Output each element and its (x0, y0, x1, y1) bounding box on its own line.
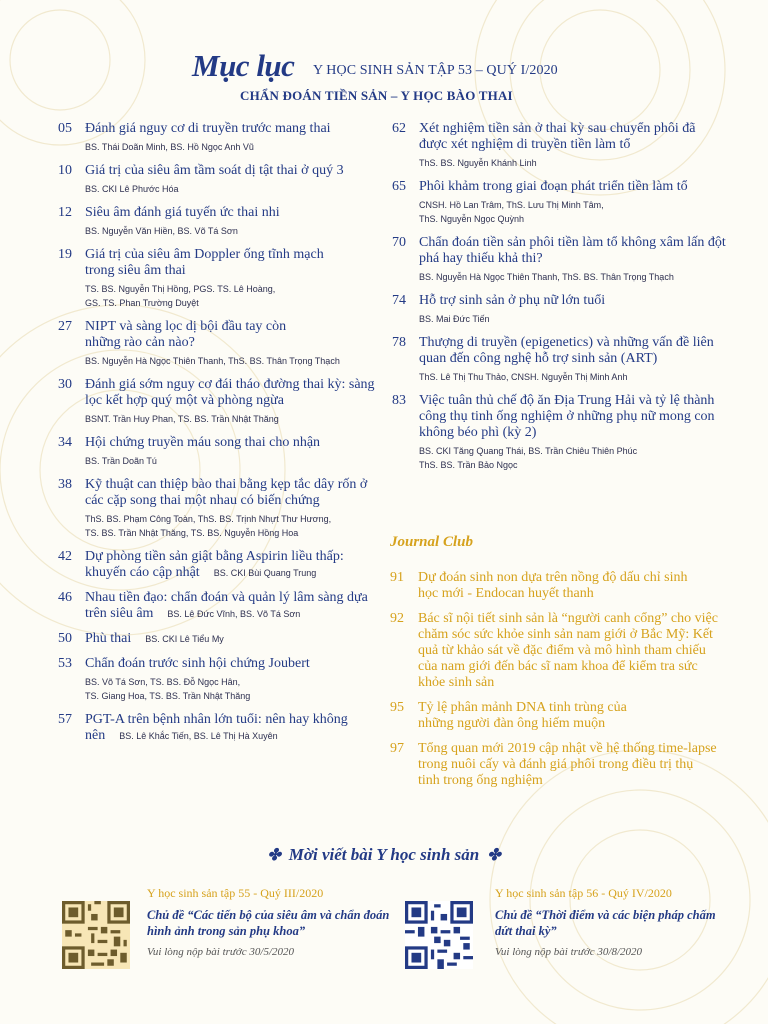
article-title: Hỗ trợ sinh sản ở phụ nữ lớn tuổi (419, 293, 606, 308)
swirl-ornament-icon: ✤ (267, 847, 281, 864)
article-authors: BS. Lê Đức Vĩnh, BS. Võ Tá Sơn (167, 609, 301, 619)
toc-entry[interactable] (58, 163, 378, 196)
page-number: 97 (390, 741, 404, 756)
page-number: 12 (58, 205, 72, 220)
page-number: 78 (392, 335, 406, 350)
page-number: 83 (392, 393, 406, 408)
page-number: 50 (58, 631, 72, 646)
article-authors: BS. Trần Doãn Tú (85, 456, 157, 466)
swirl-ornament-icon: ✤ (487, 847, 501, 864)
author-line: BS. Võ Tá Sơn, TS. BS. Đỗ Ngọc Hân, (85, 677, 241, 687)
journal-club-entry[interactable] (390, 611, 740, 691)
article-authors (85, 282, 378, 310)
article-authors: ThS. BS. Nguyễn Khánh Linh (419, 158, 537, 168)
call-issue: Y học sinh sản tập 56 - Quý IV/2020 (495, 886, 672, 900)
article-title: Thượng di truyền (epigenetics) và những vấn đề liên quan đến công nghệ hỗ trợ sinh sản (ART) (419, 335, 714, 366)
article-authors (85, 512, 378, 540)
article-title: Chẩn đoán trước sinh hội chứng Joubert (85, 656, 310, 671)
call-card-text (147, 885, 397, 960)
article-title-text: Phù thai (85, 631, 132, 646)
article-authors: BS. Nguyễn Văn Hiền, BS. Võ Tá Sơn (85, 226, 238, 236)
call-issue: Y học sinh sản tập 55 - Quý III/2020 (147, 886, 324, 900)
article-authors: BS. Nguyễn Hà Ngọc Thiên Thanh, ThS. BS. Thân Trọng Thạch (85, 356, 340, 366)
toc-entry[interactable] (58, 205, 378, 238)
article-title: Việc tuân thủ chế độ ăn Địa Trung Hải và tỷ lệ thành công thụ tinh ống nghiệm ở những phụ nữ mong con không béo phì (kỳ 2) (419, 393, 715, 440)
article-title: Phôi khảm trong giai đoạn phát triển tiền làm tổ (419, 179, 688, 194)
article-title (85, 549, 377, 581)
page-number: 27 (58, 319, 72, 334)
article-title (85, 712, 370, 744)
theme-line: CHẨN ĐOÁN TIỀN SẢN – Y HỌC BÀO THAI (240, 88, 513, 103)
toc-entry[interactable] (58, 712, 378, 744)
article-authors (419, 198, 732, 226)
page-number: 92 (390, 611, 404, 626)
toc-entry[interactable] (58, 477, 378, 540)
article-title: Siêu âm đánh giá tuyến ức thai nhi (85, 205, 280, 220)
toc-entry[interactable] (392, 293, 732, 326)
page-number: 91 (390, 570, 404, 585)
toc-entry[interactable] (392, 235, 732, 284)
call-for-papers-heading (0, 845, 768, 865)
call-for-papers-title: Mời viết bài Y học sinh sản (288, 845, 480, 864)
page-number: 53 (58, 656, 72, 671)
article-authors: BS. Mai Đức Tiến (419, 314, 490, 324)
page-number: 74 (392, 293, 406, 308)
page-title: Mục lục (192, 48, 295, 83)
toc-entry[interactable] (58, 435, 378, 468)
article-title: Dự đoán sinh non dựa trên nồng độ dấu chỉ sinh học mới - Endocan huyết thanh (418, 570, 688, 601)
article-authors: BSNT. Trần Huy Phan, TS. BS. Trần Nhật Thăng (85, 414, 279, 424)
author-line: GS. TS. Phan Trường Duyệt (85, 298, 199, 308)
article-authors (85, 675, 378, 703)
article-authors: ThS. Lê Thị Thu Thảo, CNSH. Nguyễn Thị Minh Anh (419, 372, 628, 382)
article-title (85, 631, 378, 647)
toc-entry[interactable] (58, 377, 378, 426)
article-title (85, 590, 377, 622)
article-title-text: PGT-A trên bệnh nhân lớn tuổi: nên hay không nên (85, 712, 348, 743)
author-line: TS. Giang Hoa, TS. BS. Trần Nhật Thăng (85, 691, 251, 701)
article-authors: BS. CKI Lê Tiểu My (145, 634, 224, 644)
article-title: Đánh giá sớm nguy cơ đái tháo đường thai kỳ: sàng lọc kết hợp quý một và phòng ngừa (85, 377, 375, 408)
qr-code-icon[interactable] (405, 901, 473, 969)
toc-left-column (58, 121, 378, 744)
page-number: 42 (58, 549, 72, 564)
journal-club-entry[interactable] (390, 700, 740, 732)
article-title: Chẩn đoán tiền sản phôi tiền làm tổ không xâm lấn đột phá hay thiếu khả thi? (419, 235, 726, 266)
article-authors (419, 444, 732, 472)
toc-entry[interactable] (392, 393, 732, 472)
article-title-text: Dự phòng tiền sản giật bằng Aspirin liều thấp: khuyến cáo cập nhật (85, 549, 344, 580)
page-number: 65 (392, 179, 406, 194)
page-number: 62 (392, 121, 406, 136)
article-title: Bác sĩ nội tiết sinh sản là “người canh cổng” cho việc chăm sóc sức khỏe sinh sản nam giới ở Bắc Mỹ: Kết quả từ khảo sát về đặc điểm và mô hình tham chiếu của nam giới đến bác sĩ nam khoa để kiểm tra sức khỏe sinh sản (418, 611, 718, 690)
page-number: 10 (58, 163, 72, 178)
journal-club-entry[interactable] (390, 570, 740, 602)
article-authors: BS. CKI Lê Phước Hóa (85, 184, 179, 194)
call-topic: Chủ đề “Các tiến bộ của siêu âm và chẩn đoán hình ảnh trong sản phụ khoa” (147, 908, 390, 938)
page-number: 46 (58, 590, 72, 605)
article-authors: BS. Thái Doãn Minh, BS. Hồ Ngọc Anh Vũ (85, 142, 254, 152)
toc-entry[interactable] (58, 656, 378, 703)
article-authors: BS. Nguyễn Hà Ngọc Thiên Thanh, ThS. BS. Thân Trọng Thạch (419, 272, 674, 282)
toc-entry[interactable] (392, 335, 732, 384)
call-deadline: Vui lòng nộp bài trước 30/8/2020 (495, 946, 643, 958)
author-line: CNSH. Hồ Lan Trâm, ThS. Lưu Thị Minh Tâm, (419, 200, 604, 210)
toc-entry[interactable] (58, 549, 378, 581)
qr-code-icon[interactable] (62, 901, 130, 969)
article-title: Xét nghiệm tiền sản ở thai kỳ sau chuyển phôi đã được xét nghiệm di truyền tiền làm tổ (419, 121, 696, 152)
page-number: 57 (58, 712, 72, 727)
article-authors: BS. CKI Bùi Quang Trung (213, 568, 317, 578)
toc-entry[interactable] (58, 247, 378, 310)
author-line: BS. CKI Tăng Quang Thái, BS. Trần Chiêu Thiên Phúc (419, 446, 638, 456)
toc-entry[interactable] (58, 121, 378, 154)
page-number: 05 (58, 121, 72, 136)
toc-entry[interactable] (392, 121, 732, 170)
author-line: TS. BS. Trần Nhật Thăng, TS. BS. Nguyễn Hồng Hoa (85, 528, 299, 538)
author-line: ThS. Nguyễn Ngọc Quỳnh (419, 214, 525, 224)
page-number: 34 (58, 435, 72, 450)
toc-entry[interactable] (392, 179, 732, 226)
call-topic: Chủ đề “Thời điểm và các biện pháp chấm dứt thai kỳ” (495, 908, 716, 938)
article-title: Hội chứng truyền máu song thai cho nhận (85, 435, 321, 450)
article-title-text: Nhau tiền đạo: chẩn đoán và quản lý lâm sàng dựa trên siêu âm (85, 590, 368, 621)
author-line: ThS. BS. Phạm Công Toàn, ThS. BS. Trịnh Nhựt Thư Hương, (85, 514, 332, 524)
journal-club-entry[interactable] (390, 741, 740, 789)
author-line: ThS. BS. Trần Bảo Ngọc (419, 460, 518, 470)
article-title: Kỹ thuật can thiệp bào thai bằng kẹp tắc dây rốn ở các cặp song thai một nhau có biến chứng (85, 477, 368, 508)
issue-line: Y HỌC SINH SẢN TẬP 53 – QUÝ I/2020 (313, 63, 558, 78)
author-line: TS. BS. Nguyễn Thị Hồng, PGS. TS. Lê Hoàng, (85, 284, 276, 294)
toc-entry[interactable] (58, 590, 378, 622)
page-number: 70 (392, 235, 406, 250)
article-title: Đánh giá nguy cơ di truyền trước mang thai (85, 121, 331, 136)
page-number: 19 (58, 247, 72, 262)
journal-club-heading: Journal Club (390, 534, 473, 550)
call-card-text (495, 885, 745, 960)
page-number: 38 (58, 477, 72, 492)
toc-entry[interactable] (58, 319, 378, 368)
page-number: 95 (390, 700, 404, 715)
article-title: Tỷ lệ phân mảnh DNA tinh trùng của những người đàn ông hiếm muộn (418, 700, 627, 731)
article-title: Giá trị của siêu âm tầm soát dị tật thai ở quý 3 (85, 163, 344, 178)
article-title: Giá trị của siêu âm Doppler ống tĩnh mạch trong siêu âm thai (85, 247, 324, 278)
toc-right-column (392, 121, 732, 472)
article-authors: BS. Lê Khắc Tiến, BS. Lê Thị Hà Xuyên (119, 731, 278, 741)
article-title: NIPT và sàng lọc dị bội đầu tay còn những rào cản nào? (85, 319, 287, 350)
article-title: Tổng quan mới 2019 cập nhật về hệ thống time-lapse trong nuôi cấy và đánh giá phôi trong điều trị thụ tinh trong ống nghiệm (418, 741, 717, 788)
call-deadline: Vui lòng nộp bài trước 30/5/2020 (147, 946, 295, 958)
toc-entry[interactable] (58, 631, 378, 647)
journal-club-list (390, 570, 740, 789)
page-number: 30 (58, 377, 72, 392)
